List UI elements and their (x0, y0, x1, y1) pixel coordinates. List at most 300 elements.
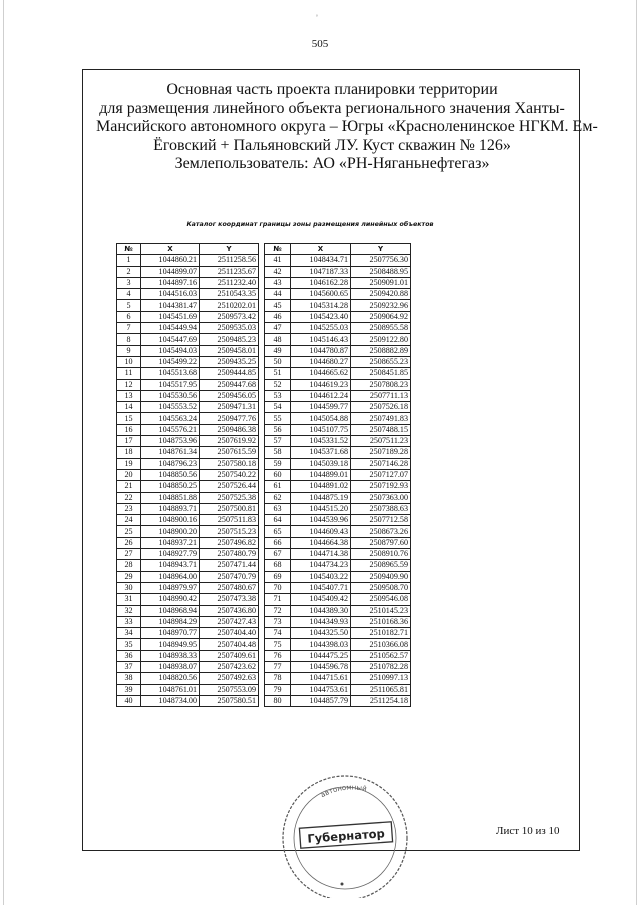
point-number: 50 (265, 356, 291, 367)
table-row (117, 560, 259, 571)
coordinate-x: 1045517.95 (141, 379, 200, 390)
point-number: 48 (265, 334, 291, 345)
title-line-1: Основная часть проекта планировки территории (166, 81, 498, 98)
coordinate-x: 1048761.01 (141, 684, 200, 695)
table-row (265, 323, 411, 334)
point-number: 58 (265, 447, 291, 458)
coordinate-y: 2511235.67 (200, 266, 259, 277)
coordinate-x: 1044860.21 (141, 255, 200, 266)
table-row (265, 458, 411, 469)
table-row (117, 537, 259, 548)
point-number: 9 (117, 345, 141, 356)
table-row (265, 289, 411, 300)
coordinate-y: 2509409.90 (351, 571, 411, 582)
table-row (117, 458, 259, 469)
table-row (117, 345, 259, 356)
coordinate-x: 1048968.94 (141, 605, 200, 616)
table-row (265, 673, 411, 684)
table-row (265, 492, 411, 503)
point-number: 31 (117, 594, 141, 605)
page-edge-left (3, 0, 4, 905)
table-row (117, 323, 259, 334)
coordinate-y: 2507189.28 (351, 447, 411, 458)
coordinate-x: 1045314.28 (291, 300, 351, 311)
coordinate-x: 1045107.75 (291, 424, 351, 435)
coordinate-x: 1045039.18 (291, 458, 351, 469)
point-number: 62 (265, 492, 291, 503)
coordinate-y: 2508965.59 (351, 560, 411, 571)
point-number: 73 (265, 616, 291, 627)
coordinate-x: 1046162.28 (291, 277, 351, 288)
coordinate-x: 1048893.71 (141, 503, 200, 514)
coordinate-x: 1048796.23 (141, 458, 200, 469)
coordinate-y: 2511065.81 (351, 684, 411, 695)
coordinate-x: 1048753.96 (141, 436, 200, 447)
coordinate-x: 1048964.00 (141, 571, 200, 582)
coordinate-y: 2509485.23 (200, 334, 259, 345)
coordinate-x: 1048970.77 (141, 628, 200, 639)
title-line-4: Ёговский + Пальяновский ЛУ. Куст скважин № 126» (153, 136, 511, 154)
coordinate-x: 1048734.00 (141, 695, 200, 706)
table-row (265, 594, 411, 605)
coordinate-y: 2507619.92 (200, 436, 259, 447)
point-number: 38 (117, 673, 141, 684)
coordinate-y: 2507511.83 (200, 515, 259, 526)
coordinate-y: 2509064.92 (351, 311, 411, 322)
point-number: 26 (117, 537, 141, 548)
coordinate-y: 2509477.76 (200, 413, 259, 424)
table-row (117, 356, 259, 367)
coordinate-x: 1044734.23 (291, 560, 351, 571)
table-header-row (265, 244, 411, 255)
coordinate-x: 1044899.01 (291, 469, 351, 480)
point-number: 18 (117, 447, 141, 458)
coordinate-y: 2509232.96 (351, 300, 411, 311)
point-number: 28 (117, 560, 141, 571)
coordinate-y: 2507808.23 (351, 379, 411, 390)
coordinate-x: 1045576.21 (141, 424, 200, 435)
coordinate-y: 2511258.56 (200, 255, 259, 266)
table-row (117, 628, 259, 639)
point-number: 63 (265, 503, 291, 514)
coordinates-table-right (264, 243, 411, 707)
coordinate-x: 1048937.21 (141, 537, 200, 548)
coordinate-x: 1048900.20 (141, 526, 200, 537)
coordinate-y: 2511232.40 (200, 277, 259, 288)
coordinate-y: 2508955.58 (351, 323, 411, 334)
coordinate-x: 1048990.42 (141, 594, 200, 605)
point-number: 37 (117, 661, 141, 672)
coordinate-y: 2507491.83 (351, 413, 411, 424)
point-number: 77 (265, 661, 291, 672)
point-number: 43 (265, 277, 291, 288)
coordinate-y: 2509486.38 (200, 424, 259, 435)
table-row (265, 356, 411, 367)
table-row (117, 447, 259, 458)
point-number: 41 (265, 255, 291, 266)
coordinate-y: 2508797.60 (351, 537, 411, 548)
coordinate-x: 1048984.29 (141, 616, 200, 627)
table-row (117, 639, 259, 650)
point-number: 12 (117, 379, 141, 390)
table-row (117, 503, 259, 514)
table-row (117, 661, 259, 672)
header-x: X (141, 244, 200, 255)
point-number: 64 (265, 515, 291, 526)
table-row (265, 368, 411, 379)
table-row (117, 379, 259, 390)
coordinate-y: 2507526.44 (200, 481, 259, 492)
coordinate-x: 1044349.93 (291, 616, 351, 627)
coordinate-x: 1044665.62 (291, 368, 351, 379)
table-row (117, 368, 259, 379)
table-row (265, 515, 411, 526)
table-row (265, 582, 411, 593)
point-number: 66 (265, 537, 291, 548)
coordinate-y: 2507488.15 (351, 424, 411, 435)
point-number: 76 (265, 650, 291, 661)
table-row (117, 255, 259, 266)
coordinate-x: 1048434.71 (291, 255, 351, 266)
point-number: 61 (265, 481, 291, 492)
point-number: 4 (117, 289, 141, 300)
table-row (117, 594, 259, 605)
point-number: 53 (265, 390, 291, 401)
point-number: 45 (265, 300, 291, 311)
coordinate-x: 1044475.25 (291, 650, 351, 661)
coordinate-y: 2507480.67 (200, 582, 259, 593)
coordinate-x: 1044515.20 (291, 503, 351, 514)
coordinate-x: 1048943.71 (141, 560, 200, 571)
coordinate-y: 2508655.23 (351, 356, 411, 367)
point-number: 33 (117, 616, 141, 627)
coordinate-y: 2509444.85 (200, 368, 259, 379)
coordinate-x: 1044619.23 (291, 379, 351, 390)
point-number: 68 (265, 560, 291, 571)
coordinates-table-left (116, 243, 259, 707)
point-number: 74 (265, 628, 291, 639)
coordinate-x: 1044596.78 (291, 661, 351, 672)
point-number: 21 (117, 481, 141, 492)
coordinate-x: 1048850.56 (141, 469, 200, 480)
coordinate-x: 1045494.03 (141, 345, 200, 356)
table-row (265, 695, 411, 706)
coordinate-y: 2511254.18 (351, 695, 411, 706)
table-row (265, 616, 411, 627)
coordinate-y: 2507404.40 (200, 628, 259, 639)
coordinate-y: 2509122.80 (351, 334, 411, 345)
coordinate-x: 1044539.96 (291, 515, 351, 526)
coordinate-y: 2507127.07 (351, 469, 411, 480)
point-number: 25 (117, 526, 141, 537)
coordinate-x: 1044780.87 (291, 345, 351, 356)
coordinate-x: 1044599.77 (291, 402, 351, 413)
table-row (265, 311, 411, 322)
table-row (117, 582, 259, 593)
coordinate-y: 2507496.82 (200, 537, 259, 548)
table-row (117, 424, 259, 435)
coordinate-x: 1048938.33 (141, 650, 200, 661)
coordinate-x: 1045513.68 (141, 368, 200, 379)
coordinate-x: 1044714.38 (291, 549, 351, 560)
point-number: 15 (117, 413, 141, 424)
table-row (265, 469, 411, 480)
coordinate-x: 1044891.02 (291, 481, 351, 492)
svg-text:автономный (319, 783, 367, 799)
table-row (265, 571, 411, 582)
point-number: 47 (265, 323, 291, 334)
table-row (265, 650, 411, 661)
table-row (265, 424, 411, 435)
point-number: 5 (117, 300, 141, 311)
table-row (117, 289, 259, 300)
point-number: 20 (117, 469, 141, 480)
coordinate-y: 2508882.89 (351, 345, 411, 356)
table-row (117, 673, 259, 684)
table-row (265, 526, 411, 537)
table-row (265, 639, 411, 650)
coordinate-x: 1044680.27 (291, 356, 351, 367)
point-number: 11 (117, 368, 141, 379)
coordinate-y: 2507436.80 (200, 605, 259, 616)
table-row (265, 390, 411, 401)
coordinate-y: 2509458.01 (200, 345, 259, 356)
document-title (96, 81, 598, 174)
header-x: X (291, 244, 351, 255)
coordinate-x: 1045331.52 (291, 436, 351, 447)
coordinate-x: 1048949.95 (141, 639, 200, 650)
point-number: 1 (117, 255, 141, 266)
coordinate-x: 1045146.43 (291, 334, 351, 345)
table-row (117, 650, 259, 661)
coordinate-y: 2510997.13 (351, 673, 411, 684)
table-row (117, 571, 259, 582)
point-number: 72 (265, 605, 291, 616)
table-row (265, 379, 411, 390)
table-row (117, 266, 259, 277)
coordinate-x: 1044899.07 (141, 266, 200, 277)
coordinate-x: 1045530.56 (141, 390, 200, 401)
table-row (117, 311, 259, 322)
official-seal (270, 768, 420, 898)
coordinate-y: 2510366.08 (351, 639, 411, 650)
coordinate-x: 1045054.88 (291, 413, 351, 424)
coordinate-x: 1044875.19 (291, 492, 351, 503)
point-number: 34 (117, 628, 141, 639)
coordinate-x: 1044612.24 (291, 390, 351, 401)
point-number: 71 (265, 594, 291, 605)
coordinate-y: 2510145.23 (351, 605, 411, 616)
coordinate-y: 2507515.23 (200, 526, 259, 537)
table-row (265, 661, 411, 672)
table-row (265, 436, 411, 447)
coordinate-y: 2507470.79 (200, 571, 259, 582)
coordinate-y: 2508488.95 (351, 266, 411, 277)
coordinate-y: 2510168.36 (351, 616, 411, 627)
coordinate-y: 2507192.93 (351, 481, 411, 492)
point-number: 14 (117, 402, 141, 413)
table-row (117, 334, 259, 345)
point-number: 69 (265, 571, 291, 582)
coordinate-x: 1045407.71 (291, 582, 351, 593)
page-number: 505 (311, 38, 329, 50)
table-row (265, 537, 411, 548)
coordinate-y: 2508910.76 (351, 549, 411, 560)
table-row (265, 402, 411, 413)
point-number: 55 (265, 413, 291, 424)
title-line-5: Землепользователь: АО «РН-Няганьнефтегаз» (174, 155, 490, 173)
point-number: 23 (117, 503, 141, 514)
coordinate-x: 1048851.88 (141, 492, 200, 503)
coordinate-y: 2507711.13 (351, 390, 411, 401)
point-number: 39 (117, 684, 141, 695)
coordinate-x: 1048761.34 (141, 447, 200, 458)
point-number: 3 (117, 277, 141, 288)
point-number: 70 (265, 582, 291, 593)
coordinate-y: 2507471.44 (200, 560, 259, 571)
table-row (117, 390, 259, 401)
seal-ring-text: автономный (319, 783, 368, 800)
coordinate-x: 1044389.30 (291, 605, 351, 616)
coordinate-x: 1044664.38 (291, 537, 351, 548)
coordinate-y: 2507427.43 (200, 616, 259, 627)
coordinate-y: 2509456.05 (200, 390, 259, 401)
table-row (265, 413, 411, 424)
coordinate-x: 1045447.69 (141, 334, 200, 345)
table-row (117, 277, 259, 288)
coordinate-y: 2509420.88 (351, 289, 411, 300)
point-number: 52 (265, 379, 291, 390)
coordinate-x: 1045423.40 (291, 311, 351, 322)
coordinate-x: 1048900.16 (141, 515, 200, 526)
point-number: 60 (265, 469, 291, 480)
point-number: 65 (265, 526, 291, 537)
coordinate-y: 2508451.85 (351, 368, 411, 379)
point-number: 57 (265, 436, 291, 447)
table-row (117, 469, 259, 480)
header-y: Y (200, 244, 259, 255)
coordinate-x: 1045499.22 (141, 356, 200, 367)
point-number: 17 (117, 436, 141, 447)
table-row (117, 549, 259, 560)
coordinate-x: 1048927.79 (141, 549, 200, 560)
coordinate-x: 1048979.97 (141, 582, 200, 593)
coordinate-y: 2507615.59 (200, 447, 259, 458)
coordinate-x: 1044398.03 (291, 639, 351, 650)
table-row (117, 616, 259, 627)
coordinate-y: 2508673.26 (351, 526, 411, 537)
coordinate-y: 2507580.51 (200, 695, 259, 706)
point-number: 54 (265, 402, 291, 413)
point-number: 42 (265, 266, 291, 277)
point-number: 40 (117, 695, 141, 706)
coordinate-x: 1045451.69 (141, 311, 200, 322)
header-number: № (117, 244, 141, 255)
point-number: 32 (117, 605, 141, 616)
coordinate-y: 2507404.48 (200, 639, 259, 650)
table-row (117, 436, 259, 447)
coordinate-y: 2507492.63 (200, 673, 259, 684)
coordinate-x: 1044715.61 (291, 673, 351, 684)
coordinate-x: 1045403.22 (291, 571, 351, 582)
point-number: 51 (265, 368, 291, 379)
coordinate-y: 2509447.68 (200, 379, 259, 390)
coordinate-x: 1048820.56 (141, 673, 200, 684)
table-row (117, 515, 259, 526)
title-line-2: для размещения линейного объекта регионального значения Ханты- (99, 99, 565, 117)
point-number: 46 (265, 311, 291, 322)
coordinate-y: 2507511.23 (351, 436, 411, 447)
header-y: Y (351, 244, 411, 255)
coordinate-y: 2507473.38 (200, 594, 259, 605)
table-row (265, 560, 411, 571)
coordinate-x: 1044609.43 (291, 526, 351, 537)
coordinate-x: 1048850.25 (141, 481, 200, 492)
coordinate-y: 2510562.57 (351, 650, 411, 661)
coordinate-y: 2509508.70 (351, 582, 411, 593)
coordinate-y: 2509091.01 (351, 277, 411, 288)
coordinate-y: 2507363.00 (351, 492, 411, 503)
table-row (117, 695, 259, 706)
coordinate-x: 1045449.94 (141, 323, 200, 334)
coordinate-x: 1045600.65 (291, 289, 351, 300)
coordinate-x: 1044325.50 (291, 628, 351, 639)
point-number: 49 (265, 345, 291, 356)
point-number: 19 (117, 458, 141, 469)
table-row (117, 300, 259, 311)
table-row (265, 266, 411, 277)
coordinate-y: 2507480.79 (200, 549, 259, 560)
table-row (265, 549, 411, 560)
scan-mark: ᵒ (316, 14, 318, 20)
coordinate-y: 2509471.31 (200, 402, 259, 413)
point-number: 10 (117, 356, 141, 367)
coordinate-y: 2507409.61 (200, 650, 259, 661)
table-row (265, 277, 411, 288)
coordinate-y: 2509435.25 (200, 356, 259, 367)
point-number: 8 (117, 334, 141, 345)
coordinate-x: 1045563.24 (141, 413, 200, 424)
coordinate-y: 2507146.28 (351, 458, 411, 469)
coordinate-y: 2507525.38 (200, 492, 259, 503)
point-number: 22 (117, 492, 141, 503)
point-number: 30 (117, 582, 141, 593)
coordinate-x: 1044516.03 (141, 289, 200, 300)
seal-title: Губернатор (306, 826, 386, 846)
coordinate-y: 2510202.01 (200, 300, 259, 311)
coordinate-y: 2507526.18 (351, 402, 411, 413)
coordinate-y: 2509535.03 (200, 323, 259, 334)
table-row (265, 334, 411, 345)
table-row (265, 345, 411, 356)
table-header-row (117, 244, 259, 255)
coordinate-x: 1044897.16 (141, 277, 200, 288)
point-number: 35 (117, 639, 141, 650)
coordinate-y: 2509573.42 (200, 311, 259, 322)
table-row (117, 684, 259, 695)
table-row (117, 413, 259, 424)
table-row (117, 402, 259, 413)
catalog-caption: Каталог координат границы зоны размещения линейных объектов (186, 221, 434, 228)
point-number: 44 (265, 289, 291, 300)
page-edge-right (636, 0, 637, 905)
point-number: 2 (117, 266, 141, 277)
point-number: 79 (265, 684, 291, 695)
point-number: 13 (117, 390, 141, 401)
point-number: 36 (117, 650, 141, 661)
table-row (117, 526, 259, 537)
coordinate-x: 1045409.42 (291, 594, 351, 605)
